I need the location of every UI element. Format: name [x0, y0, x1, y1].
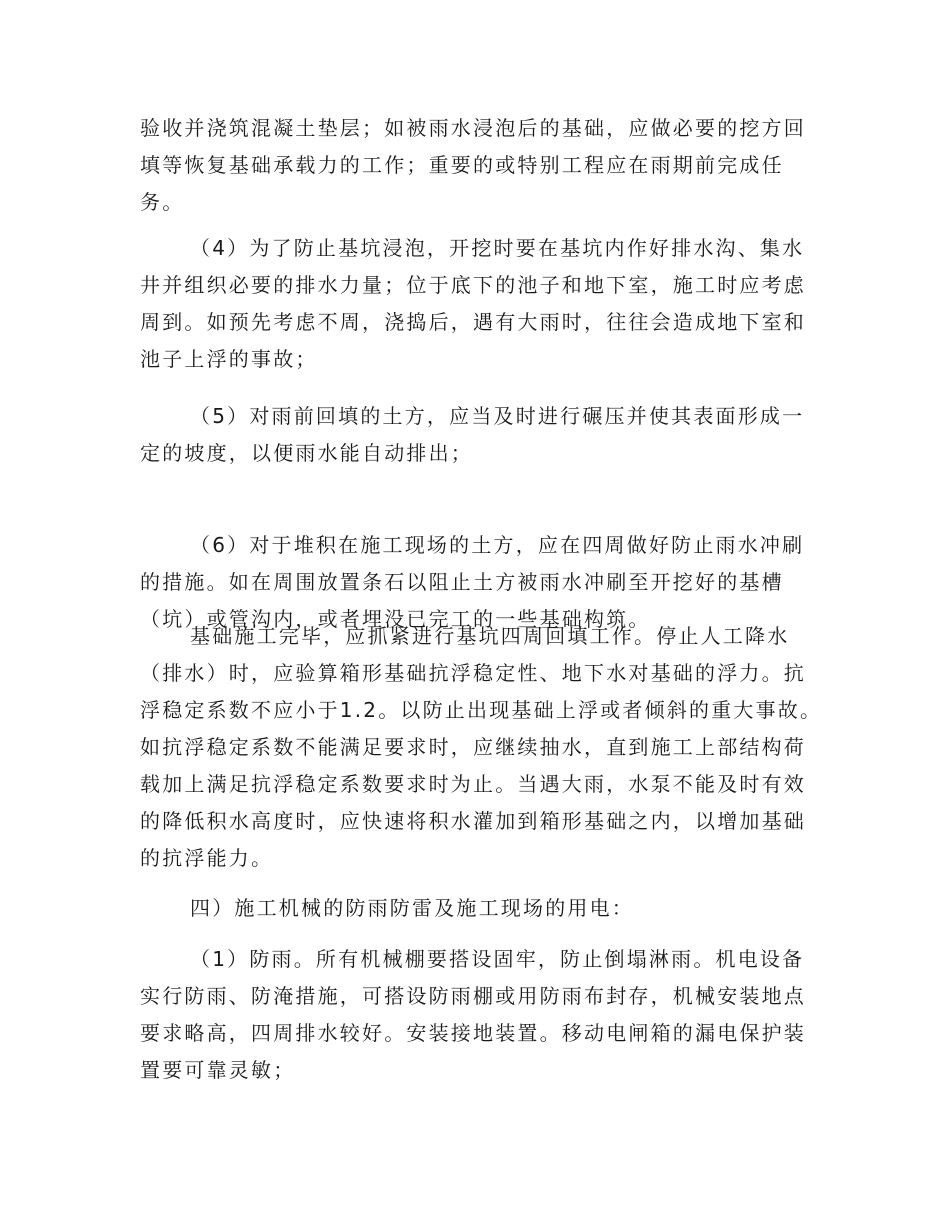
text-line: 如抗浮稳定系数不能满足要求时，应继续抽水，直到施工上部结构荷	[140, 735, 806, 759]
text-line: （6）对于堆积在施工现场的土方，应在四周做好防止雨水冲刷	[190, 533, 805, 557]
text-line: （排水）时，应验算箱形基础抗浮稳定性、地下水对基础的浮力。抗	[140, 661, 806, 685]
section-heading-machinery	[140, 890, 800, 927]
text-line: 验收并浇筑混凝土垫层；如被雨水浸泡后的基础，应做必要的挖方回	[140, 116, 806, 140]
text-line: 务。	[140, 190, 185, 214]
text-line: （4）为了防止基坑浸泡，开挖时要在基坑内作好排水沟、集水	[190, 236, 805, 260]
text-line: 定的坡度，以便雨水能自动排出；	[140, 441, 473, 465]
text-line: 浮稳定系数不应小于1.2。以防止出现基础上浮或者倾斜的重大事故。	[140, 698, 823, 722]
paragraph-item-5	[140, 398, 805, 472]
paragraph-backfill-anti-float	[140, 618, 823, 877]
text-line: 的措施。如在周围放置条石以阻止土方被雨水冲刷至开挖好的基槽	[140, 570, 784, 594]
paragraph-rain-protection	[140, 941, 806, 1089]
text-line: 载加上满足抗浮稳定系数要求时为止。当遇大雨，水泵不能及时有效	[140, 772, 806, 796]
text-line: 填等恢复基础承载力的工作；重要的或特别工程应在雨期前完成任	[140, 153, 784, 177]
text-line: 的抗浮能力。	[140, 846, 274, 870]
paragraph-item-4	[140, 230, 806, 378]
paragraph-foundation-acceptance	[140, 110, 806, 221]
text-line: 周到。如预先考虑不周，浇捣后，遇有大雨时，往往会造成地下室和	[140, 310, 806, 334]
text-line: 置要可靠灵敏；	[140, 1058, 296, 1082]
text-line: 基础施工完毕，应抓紧进行基坑四周回填工作。停止人工降水	[190, 624, 790, 648]
text-line: 实行防雨、防淹措施，可搭设防雨棚或用防雨布封存，机械安装地点	[140, 984, 806, 1008]
text-line: （坑）或管沟内，或者埋没已完工的一些基础构筑。	[140, 607, 651, 631]
text-line: 池子上浮的事故；	[140, 347, 318, 371]
text-line: 井并组织必要的排水力量；位于底下的池子和地下室，施工时应考虑	[140, 273, 806, 297]
text-line: 要求略高，四周排水较好。安装接地装置。移动电闸箱的漏电保护装	[140, 1021, 806, 1045]
section-heading: 四）施工机械的防雨防雷及施工现场的用电：	[190, 896, 634, 920]
text-line: 的降低积水高度时，应快速将积水灌加到箱形基础之内，以增加基础	[140, 809, 806, 833]
text-line: （1）防雨。所有机械棚要搭设固牢，防止倒塌淋雨。机电设备	[190, 947, 805, 971]
text-line: （5）对雨前回填的土方，应当及时进行碾压并使其表面形成一	[190, 404, 805, 428]
